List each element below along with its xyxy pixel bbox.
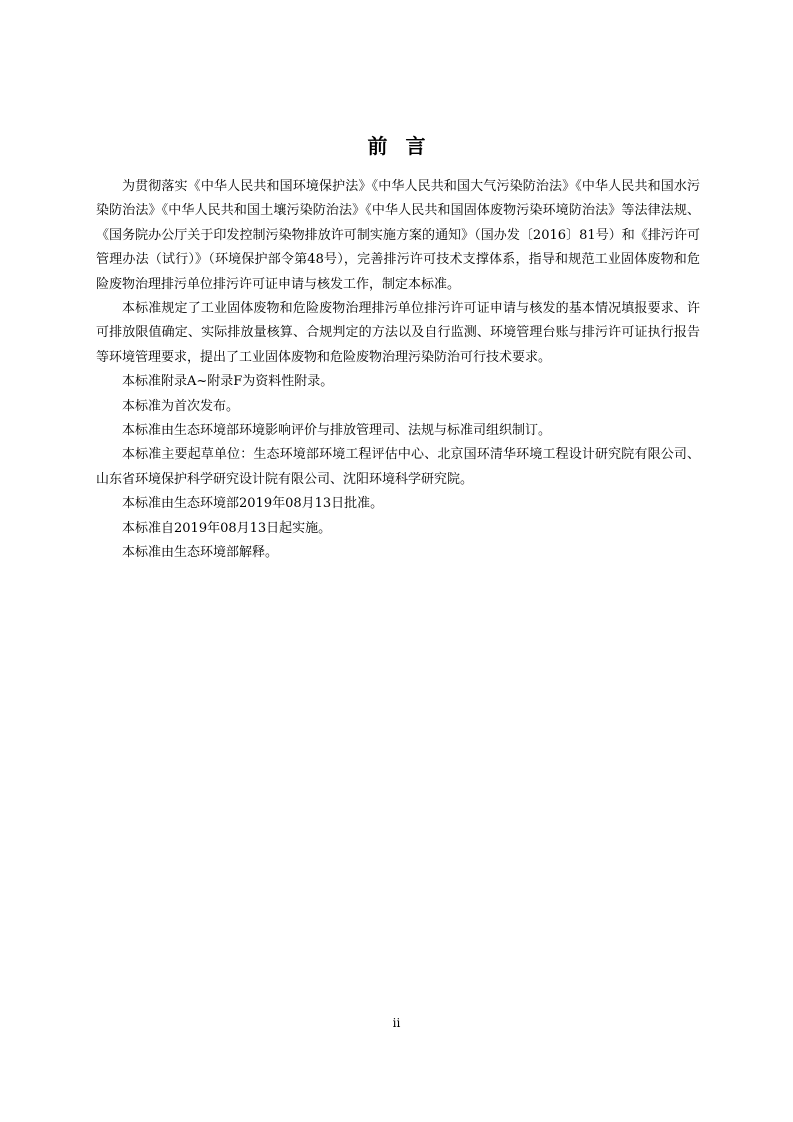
paragraph: 本标准附录A~附录F为资料性附录。	[122, 374, 334, 390]
document-body	[96, 175, 700, 566]
paragraph: 本标准由生态环境部解释。	[122, 545, 279, 561]
paragraph: 本标准规定了工业固体废物和危险废物治理排污单位排污许可证申请与核发的基本情况填报要求、许可排放限值确定、实际排放量核算、合规判定的方法以及自行监测、环境管理台账与排污许可证执行报告等环境管理要求，提出了工业固体废物和危险废物治理污染防治可行技术要求。	[96, 301, 700, 365]
page-title: 前言	[367, 134, 444, 158]
paragraph: 本标准自2019年08月13日起实施。	[122, 520, 332, 536]
page-number: ii	[392, 1016, 401, 1030]
paragraph: 本标准由生态环境部环境影响评价与排放管理司、法规与标准司组织制订。	[122, 423, 552, 439]
paragraph: 本标准主要起草单位：生态环境部环境工程评估中心、北京国环清华环境工程设计研究院有限公司、山东省环境保护科学研究设计院有限公司、沈阳环境科学研究院。	[96, 447, 700, 487]
paragraph: 本标准由生态环境部2019年08月13日批准。	[122, 496, 384, 512]
paragraph: 为贯彻落实《中华人民共和国环境保护法》《中华人民共和国大气污染防治法》《中华人民共和国水污染防治法》《中华人民共和国土壤污染防治法》《中华人民共和国固体废物污染环境防治法》等法律法规、《国务院办公厅关于印发控制污染物排放许可制实施方案的通知》（国办发〔2016〕81号）和《排污许可管理办法（试行）》（环境保护部令第48号），完善排污许可技术支撑体系，指导和规范工业固体废物和危险废物治理排污单位排污许可证申请与核发工作，制定本标准。	[96, 179, 700, 292]
paragraph: 本标准为首次发布。	[122, 398, 240, 414]
